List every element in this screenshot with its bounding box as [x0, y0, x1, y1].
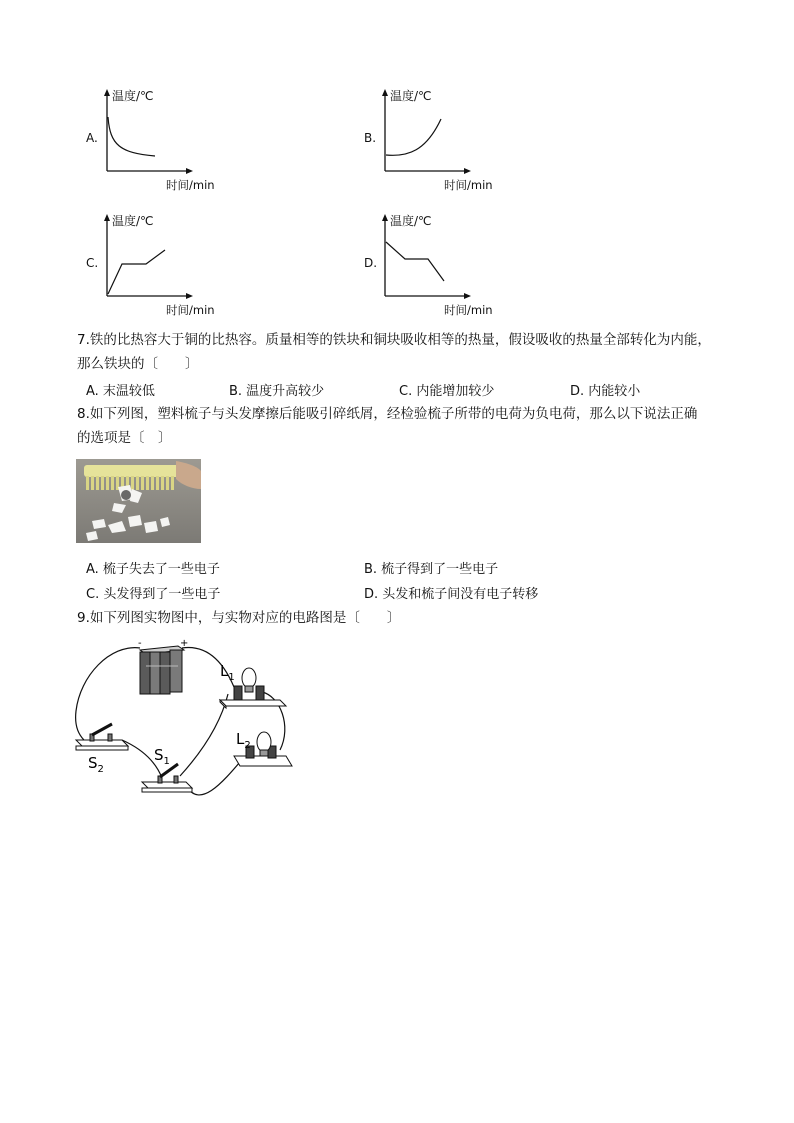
battery: [140, 646, 184, 694]
x-axis-arrow: [464, 168, 471, 174]
x-axis-label: 时间/min: [166, 178, 215, 192]
y-axis-arrow: [104, 89, 110, 96]
comb-spine: [84, 465, 184, 477]
graph-d: [358, 210, 558, 320]
battery-plus-label: +: [180, 638, 189, 649]
q8-option-d: D. 头发和梳子间没有电子转移: [364, 587, 539, 602]
y-axis-arrow: [382, 89, 388, 96]
q8-option-c: C. 头发得到了一些电子: [86, 587, 221, 602]
y-axis-label: 温度/℃: [390, 214, 432, 228]
graph-a: [80, 85, 280, 195]
q8-stem-line2: 的选项是〔 〕: [77, 430, 172, 446]
y-axis-label: 温度/℃: [390, 89, 432, 103]
q7-stem-line2: 那么铁块的〔 〕: [77, 356, 199, 372]
y-axis-arrow: [104, 214, 110, 221]
curve: [386, 242, 444, 281]
q7-option-d: D. 内能较小: [570, 384, 641, 399]
q9-stem: 9.如下列图实物图中，与实物对应的电路图是〔 〕: [77, 610, 401, 626]
y-axis-label: 温度/℃: [112, 89, 154, 103]
switch-s2-label: $S_2$: [88, 754, 104, 775]
q8-option-a: A. 梳子失去了一些电子: [86, 562, 220, 577]
battery-minus-label: -: [138, 638, 142, 649]
switch-s1: [142, 764, 192, 792]
graph-b: [358, 85, 558, 195]
y-axis-arrow: [382, 214, 388, 221]
curve: [108, 250, 165, 294]
q7-option-b: B. 温度升高较少: [229, 384, 325, 399]
option-letter: C.: [86, 256, 99, 270]
x-axis-arrow: [186, 168, 193, 174]
comb-photo: [76, 459, 201, 543]
graph-d-plot: [358, 210, 558, 302]
option-letter: A.: [86, 131, 98, 145]
graph-c-plot: [80, 210, 280, 302]
option-letter: B.: [364, 131, 377, 145]
q7-option-a: A. 末温较低: [86, 384, 155, 399]
curve: [108, 117, 155, 156]
x-axis-arrow: [464, 293, 471, 299]
bulb-l1-label: $L_1$: [220, 662, 235, 683]
graph-c: [80, 210, 280, 320]
x-axis-label: 时间/min: [444, 303, 493, 317]
y-axis-label: 温度/℃: [112, 214, 154, 228]
q8-stem-line1: 8.如下列图，塑料梳子与头发摩擦后能吸引碎纸屑，经检验梳子所带的电荷为负电荷，那么以下说法正确: [77, 406, 698, 422]
option-letter: D.: [364, 256, 378, 270]
curve: [386, 119, 441, 155]
q7-option-c: C. 内能增加较少: [399, 384, 495, 399]
graph-a-plot: [80, 85, 280, 177]
q8-option-b: B. 梳子得到了一些电子: [364, 562, 499, 577]
x-axis-label: 时间/min: [166, 303, 215, 317]
switch-s1-label: $S_1$: [154, 746, 170, 767]
switch-s2: [76, 724, 128, 750]
circuit-diagram: [70, 636, 300, 808]
graph-b-plot: [358, 85, 558, 177]
q7-stem-line1: 7.铁的比热容大于铜的比热容。质量相等的铁块和铜块吸收相等的热量，假设吸收的热量全部转化为内能，: [77, 332, 711, 348]
bulb-l2-label: $L_2$: [236, 730, 251, 751]
x-axis-arrow: [186, 293, 193, 299]
x-axis-label: 时间/min: [444, 178, 493, 192]
